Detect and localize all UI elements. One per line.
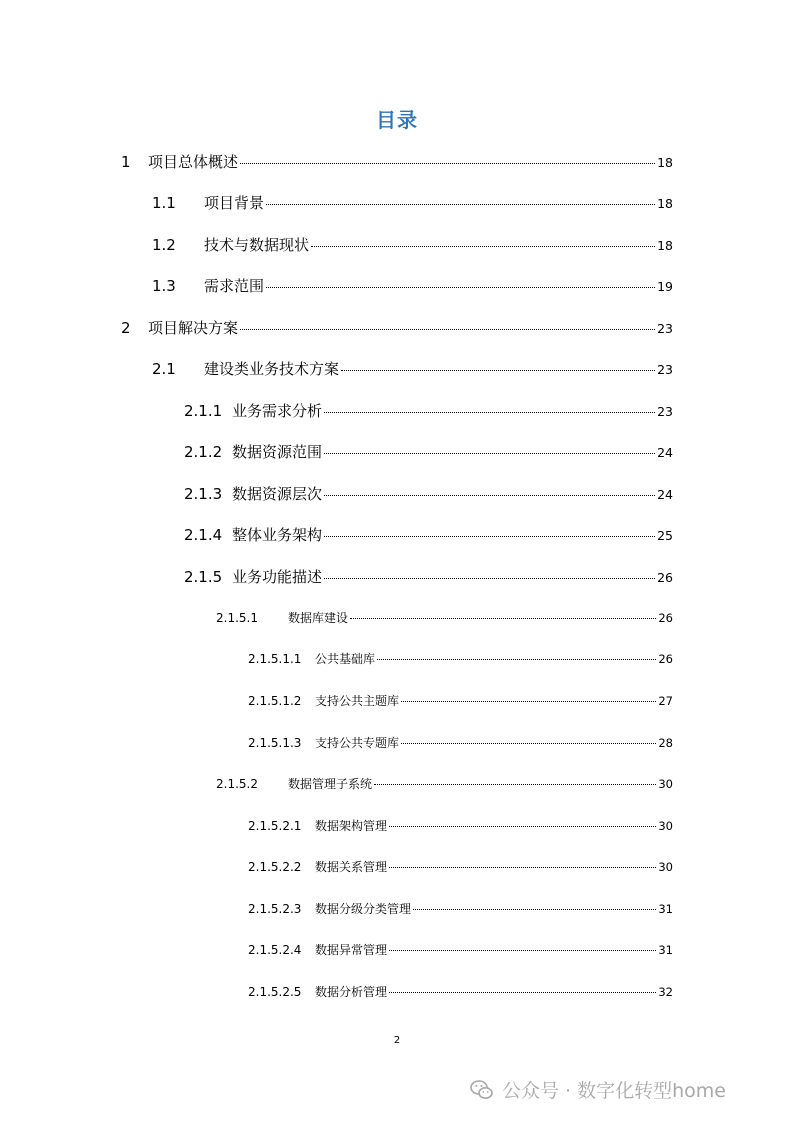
dot-leader	[401, 743, 656, 744]
dot-leader	[389, 950, 656, 951]
toc-entry[interactable]	[184, 441, 673, 462]
toc-entry-page: 24	[657, 487, 673, 502]
dot-leader	[324, 578, 655, 579]
toc-entry-label: 数据分级分类管理	[315, 902, 412, 916]
toc-entry[interactable]	[248, 817, 673, 834]
toc-entry-page: 32	[658, 985, 673, 999]
dot-leader	[374, 784, 656, 785]
toc-entry-number: 2.1.5.1.1	[248, 652, 302, 666]
toc-entry-page: 19	[657, 279, 673, 294]
toc-entry-page: 31	[658, 902, 673, 916]
dot-leader	[324, 412, 655, 413]
toc-entry[interactable]	[152, 234, 673, 255]
toc-entry[interactable]	[248, 983, 673, 1000]
toc-entry-page: 23	[657, 404, 673, 419]
toc-entry-number: 2.1.5.2.1	[248, 819, 302, 833]
watermark-text: 公众号 · 数字化转型home	[502, 1080, 726, 1102]
toc-entry-page: 26	[658, 611, 673, 625]
toc-entry-number: 2	[121, 319, 131, 337]
toc-entry-label: 业务需求分析	[232, 402, 323, 420]
page-number: 2	[393, 1035, 401, 1046]
toc-entry[interactable]	[248, 900, 673, 917]
toc-entry-page: 30	[658, 819, 673, 833]
toc-entry-number: 2.1.5.1	[216, 611, 258, 625]
dot-leader	[401, 701, 656, 702]
dot-leader	[266, 204, 655, 205]
dot-leader	[341, 370, 655, 371]
toc-title: 目录	[376, 108, 418, 132]
toc-entry-number: 2.1.5	[184, 568, 223, 586]
toc-entry-number: 2.1.5.2.2	[248, 860, 302, 874]
toc-entry-page: 23	[657, 321, 673, 336]
dot-leader	[311, 246, 655, 247]
watermark	[470, 1076, 726, 1103]
toc-entry-number: 2.1.5.2.4	[248, 943, 302, 957]
wechat-icon	[470, 1078, 494, 1102]
toc-entry-number: 1	[121, 153, 131, 171]
toc-entry[interactable]	[216, 609, 673, 626]
dot-leader	[266, 287, 655, 288]
toc-entry[interactable]	[121, 317, 673, 338]
toc-entry-page: 30	[658, 777, 673, 791]
toc-entry-number: 2.1.2	[184, 443, 223, 461]
toc-entry-page: 18	[657, 196, 673, 211]
dot-leader	[324, 495, 655, 496]
toc-entry-number: 2.1	[152, 360, 176, 378]
toc-entry[interactable]	[152, 275, 673, 296]
toc-entry-number: 1.1	[152, 194, 176, 212]
toc-entry-label: 业务功能描述	[232, 568, 323, 586]
toc-entry-page: 18	[657, 238, 673, 253]
toc-entry-label: 数据关系管理	[315, 860, 388, 874]
toc-entry[interactable]	[184, 524, 673, 545]
dot-leader	[324, 536, 655, 537]
dot-leader	[324, 453, 655, 454]
toc-entry[interactable]	[248, 734, 673, 751]
toc-entry-number: 1.3	[152, 277, 176, 295]
toc-entry-label: 建设类业务技术方案	[204, 360, 340, 378]
toc-entry[interactable]	[184, 566, 673, 587]
toc-entry-page: 31	[658, 943, 673, 957]
toc-entry-page: 23	[657, 362, 673, 377]
toc-entry-label: 数据资源范围	[232, 443, 323, 461]
toc-entry-number: 2.1.1	[184, 402, 223, 420]
toc-entry-label: 数据管理子系统	[288, 777, 373, 791]
toc-entry-number: 2.1.5.2.3	[248, 902, 302, 916]
toc-entry-number: 2.1.3	[184, 485, 223, 503]
toc-entry-label: 项目背景	[204, 194, 265, 212]
dot-leader	[377, 659, 656, 660]
dot-leader	[240, 329, 655, 330]
toc-entry-page: 27	[658, 694, 673, 708]
toc-entry-label: 整体业务架构	[232, 526, 323, 544]
toc-entry[interactable]	[121, 151, 673, 172]
toc-entry-number: 2.1.5.2.5	[248, 985, 302, 999]
toc-entry-label: 数据资源层次	[232, 485, 323, 503]
toc-entry-number: 2.1.5.1.2	[248, 694, 302, 708]
toc-entry[interactable]	[152, 192, 673, 213]
toc-entry-label: 支持公共专题库	[315, 736, 400, 750]
toc-entry-page: 18	[657, 155, 673, 170]
toc-entry-label: 支持公共主题库	[315, 694, 400, 708]
dot-leader	[389, 867, 656, 868]
dot-leader	[350, 618, 656, 619]
toc-entry-label: 技术与数据现状	[204, 236, 310, 254]
toc-entry-page: 26	[658, 652, 673, 666]
dot-leader	[389, 826, 656, 827]
toc-entry-number: 2.1.5.2	[216, 777, 258, 791]
toc-entry-label: 数据库建设	[288, 611, 349, 625]
dot-leader	[413, 909, 656, 910]
toc-entry-page: 28	[658, 736, 673, 750]
toc-entry-number: 2.1.5.1.3	[248, 736, 302, 750]
toc-entry[interactable]	[152, 358, 673, 379]
toc-entry-page: 25	[657, 528, 673, 543]
toc-entry-label: 数据分析管理	[315, 985, 388, 999]
toc-entry-page: 24	[657, 445, 673, 460]
toc-entry[interactable]	[248, 692, 673, 709]
toc-entry[interactable]	[216, 775, 673, 792]
toc-entry-label: 数据架构管理	[315, 819, 388, 833]
toc-entry-number: 2.1.4	[184, 526, 223, 544]
dot-leader	[240, 163, 655, 164]
toc-entry[interactable]	[184, 400, 673, 421]
toc-entry[interactable]	[184, 483, 673, 504]
toc-entry-page: 30	[658, 860, 673, 874]
toc-entry-label: 项目解决方案	[148, 319, 239, 337]
toc-entry-label: 项目总体概述	[148, 153, 239, 171]
toc-entry[interactable]	[248, 650, 673, 667]
toc-entry[interactable]	[248, 941, 673, 958]
toc-entry-page: 26	[657, 570, 673, 585]
toc-entry-label: 公共基础库	[315, 652, 376, 666]
toc-entry[interactable]	[248, 858, 673, 875]
toc-entry-label: 需求范围	[204, 277, 265, 295]
toc-entry-label: 数据异常管理	[315, 943, 388, 957]
dot-leader	[389, 992, 656, 993]
toc-entry-number: 1.2	[152, 236, 176, 254]
